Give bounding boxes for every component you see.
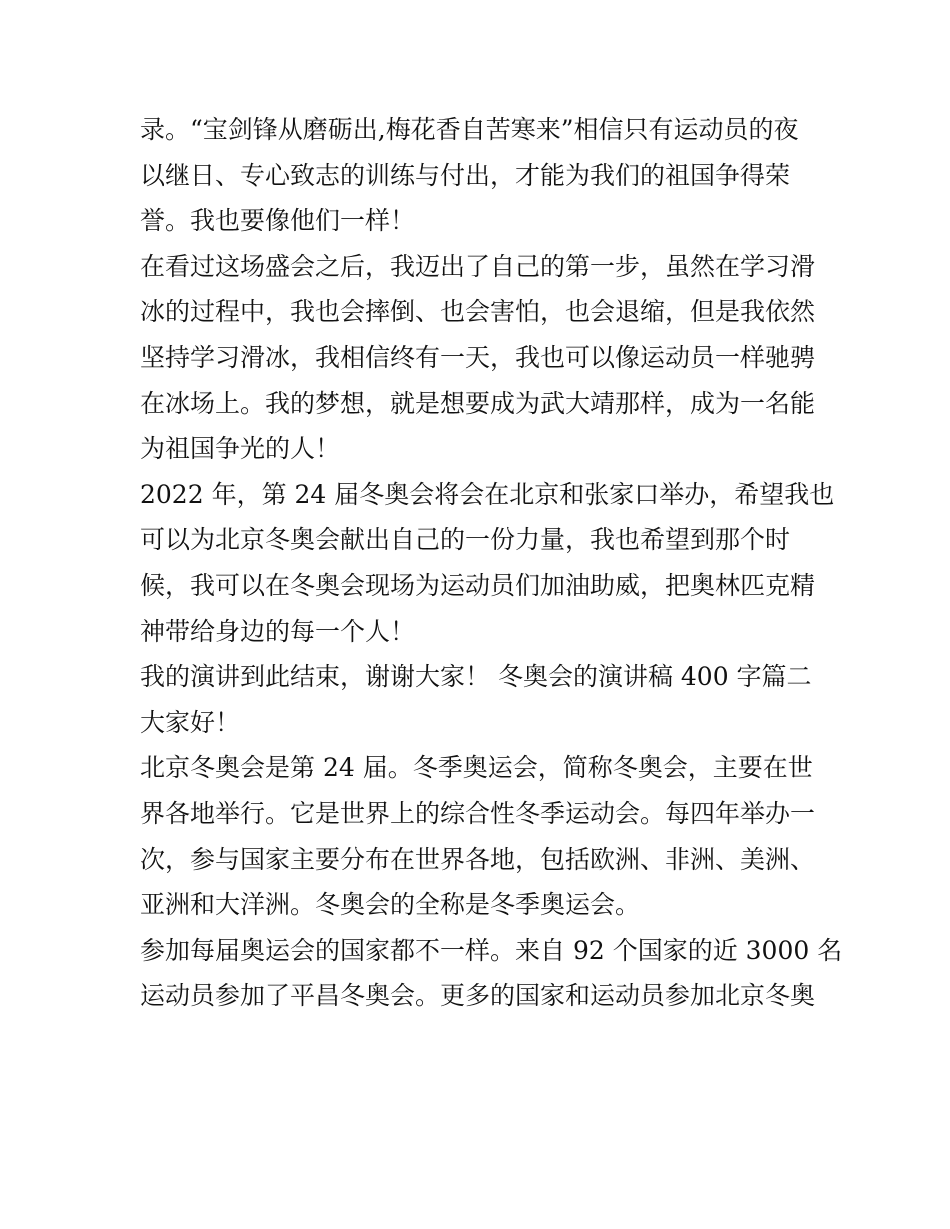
text-line: 运动员参加了平昌冬奥会。更多的国家和运动员参加北京冬奥 [140,981,816,1011]
text-line: 我的演讲到此结束，谢谢大家！ 冬奥会的演讲稿 400 字篇二 [140,662,812,692]
text-line: 大家好！ [140,707,241,737]
text-line: 录。“宝剑锋从磨砺出,梅花香自苦寒来”相信只有运动员的夜 [140,115,799,144]
text-line: 冰的过程中，我也会摔倒、也会害怕，也会退缩，但是我依然 [140,297,816,327]
text-line: 候，我可以在冬奥会现场为运动员们加油助威，把奥林匹克精 [140,570,816,600]
text-line: 誉。我也要像他们一样！ [140,206,416,236]
text-line: 在看过这场盛会之后，我迈出了自己的第一步，虽然在学习滑 [140,251,816,281]
text-line: 以继日、专心致志的训练与付出，才能为我们的祖国争得荣 [140,160,791,190]
text-line: 可以为北京冬奥会献出自己的一份力量，我也希望到那个时 [140,525,791,555]
text-line: 次，参与国家主要分布在世界各地，包括欧洲、非洲、美洲、 [140,844,816,874]
text-line: 坚持学习滑冰，我相信终有一天，我也可以像运动员一样驰骋 [140,342,816,372]
text-line: 亚洲和大洋洲。冬奥会的全称是冬季奥运会。 [140,890,641,920]
text-line: 参加每届奥运会的国家都不一样。来自 92 个国家的近 3000 名 [140,935,843,965]
text-line: 北京冬奥会是第 24 届。冬季奥运会，简称冬奥会，主要在世 [140,753,813,783]
text-line: 2022 年，第 24 届冬奥会将会在北京和张家口举办，希望我也 [140,479,835,509]
text-line: 为祖国争光的人！ [140,434,341,464]
text-line: 界各地举行。它是世界上的综合性冬季运动会。每四年举办一 [140,798,816,828]
document-body [140,107,843,1019]
text-line: 神带给身边的每一个人！ [140,616,416,646]
text-line: 在冰场上。我的梦想，就是想要成为武大靖那样，成为一名能 [140,388,816,418]
